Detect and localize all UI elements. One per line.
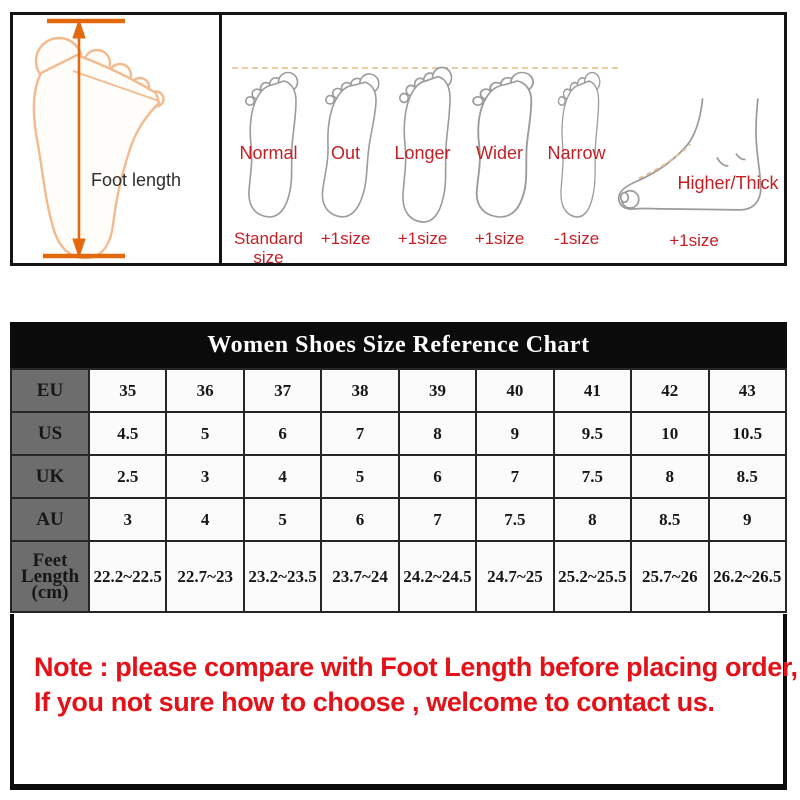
foot-size-advice: Standard size (234, 229, 303, 267)
foot-type-item (384, 69, 461, 269)
size-cell: 25.7~26 (631, 541, 708, 612)
foot-type-item (538, 69, 615, 269)
size-cell: 35 (89, 369, 166, 412)
foot-type-label: Normal (239, 143, 298, 163)
foot-size-advice: +1size (474, 229, 525, 248)
foot-side-profile-icon (614, 95, 776, 217)
foot-types-row (230, 69, 615, 269)
note-text (34, 650, 798, 720)
size-cell: 6 (399, 455, 476, 498)
foot-types-panel (222, 15, 784, 267)
size-cell: 37 (244, 369, 321, 412)
size-cell: 10 (631, 412, 708, 455)
size-cell: 2.5 (89, 455, 166, 498)
foot-length-label: Foot length (91, 170, 182, 190)
size-cell: 5 (321, 455, 398, 498)
table-row (11, 412, 786, 455)
size-cell: 24.7~25 (476, 541, 553, 612)
size-cell: 5 (166, 412, 243, 455)
size-cell: 39 (399, 369, 476, 412)
size-cell: 7.5 (554, 455, 631, 498)
size-cell: 3 (166, 455, 243, 498)
measuring-guide-box (10, 12, 787, 266)
size-cell: 25.2~25.5 (554, 541, 631, 612)
size-cell: 5 (244, 498, 321, 541)
table-row (11, 498, 786, 541)
size-table (10, 368, 787, 613)
size-cell: 7.5 (476, 498, 553, 541)
foot-size-advice: +1size (320, 229, 371, 248)
size-cell: 8.5 (631, 498, 708, 541)
instep-type-label: Higher/Thick (677, 173, 779, 193)
size-table-body (11, 369, 786, 612)
size-cell: 40 (476, 369, 553, 412)
size-cell: 9 (476, 412, 553, 455)
size-cell: 22.2~22.5 (89, 541, 166, 612)
note-line-1: Note : please compare with Foot Length before placing order, (34, 652, 798, 682)
size-cell: 9.5 (554, 412, 631, 455)
size-cell: 7 (476, 455, 553, 498)
row-header: EU (11, 369, 89, 412)
size-cell: 26.2~26.5 (709, 541, 787, 612)
row-header: US (11, 412, 89, 455)
instep-panel (612, 15, 784, 263)
size-cell: 7 (399, 498, 476, 541)
size-cell: 6 (244, 412, 321, 455)
size-cell: 9 (709, 498, 787, 541)
foot-type-label: Narrow (547, 143, 606, 163)
table-row (11, 455, 786, 498)
size-cell: 38 (321, 369, 398, 412)
row-header: AU (11, 498, 89, 541)
row-header: UK (11, 455, 89, 498)
size-cell: 23.2~23.5 (244, 541, 321, 612)
size-cell: 3 (89, 498, 166, 541)
size-cell: 6 (321, 498, 398, 541)
size-cell: 8 (554, 498, 631, 541)
foot-size-advice: -1size (553, 229, 600, 248)
size-chart (10, 322, 787, 613)
size-cell: 10.5 (709, 412, 787, 455)
size-cell: 4 (166, 498, 243, 541)
foot-type-item (461, 69, 538, 269)
size-cell: 8 (399, 412, 476, 455)
row-header: Feet Length (cm) (11, 541, 89, 612)
size-cell: 8.5 (709, 455, 787, 498)
size-cell: 36 (166, 369, 243, 412)
table-row (11, 541, 786, 612)
foot-type-label: Wider (475, 143, 523, 163)
foot-type-item (307, 69, 384, 269)
instep-size-advice: +1size (669, 231, 719, 250)
size-cell: 4.5 (89, 412, 166, 455)
foot-length-panel (13, 15, 222, 263)
note-box (10, 614, 798, 790)
size-chart-title: Women Shoes Size Reference Chart (10, 322, 787, 368)
size-cell: 41 (554, 369, 631, 412)
size-cell: 22.7~23 (166, 541, 243, 612)
size-cell: 42 (631, 369, 708, 412)
foot-type-item (230, 69, 307, 269)
size-cell: 23.7~24 (321, 541, 398, 612)
size-cell: 8 (631, 455, 708, 498)
size-cell: 24.2~24.5 (399, 541, 476, 612)
foot-type-label: Longer (394, 143, 451, 163)
size-cell: 4 (244, 455, 321, 498)
foot-size-advice: +1size (397, 229, 448, 248)
size-cell: 7 (321, 412, 398, 455)
table-row (11, 369, 786, 412)
foot-type-label: Out (330, 143, 360, 163)
size-cell: 43 (709, 369, 787, 412)
note-line-2: If you not sure how to choose , welcome to contact us. (34, 687, 715, 717)
